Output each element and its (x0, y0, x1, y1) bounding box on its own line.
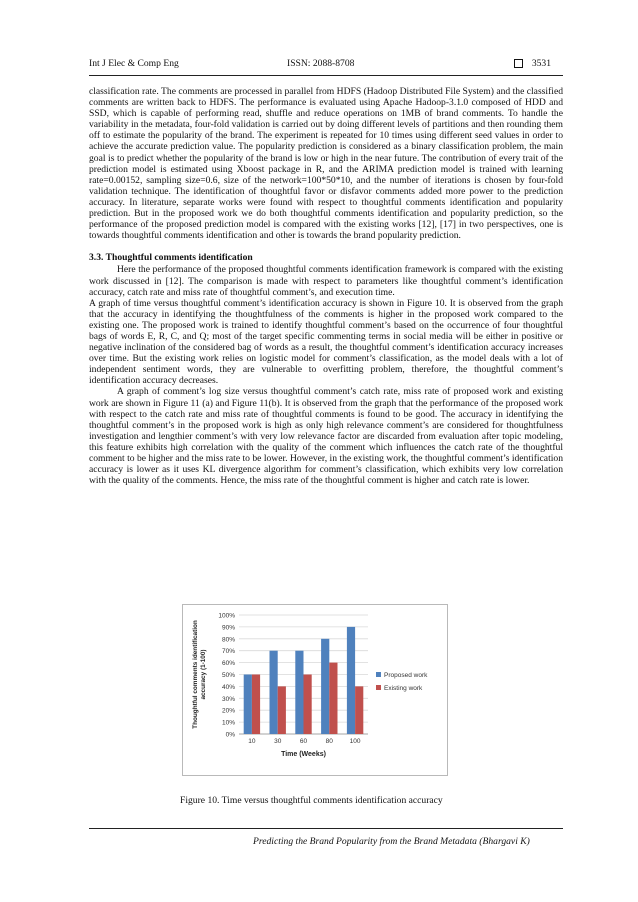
footer-rule (89, 828, 563, 829)
issn: ISSN: 2088-8708 (287, 58, 355, 69)
figure-10-chart (182, 604, 448, 776)
legend-swatch (376, 685, 381, 690)
paragraph-2: Here the performance of the proposed thoughtful comments identification framework is compared with the existing work discussed in [12]. The comparison is made with respect to parameters like thoughtful comment’s identification accuracy, catch rate and miss rate of thoughtful comment’s, and execution time. (89, 264, 563, 298)
y-axis-label: Thoughtful comments identificationaccuracy (1-100) (192, 620, 207, 729)
header-rule (89, 75, 563, 76)
x-tick-label: 10 (248, 738, 256, 745)
bar-existing-work (278, 686, 286, 734)
legend-label: Existing work (384, 685, 423, 692)
x-tick-label: 30 (274, 738, 282, 745)
page-header (89, 58, 551, 72)
paragraph-4: A graph of comment’s log size versus thoughtful comment’s catch rate, miss rate of proposed work and existing work are shown in Figure 11 (a) and Figure 11(b). It is observed from the graph that the performance of the proposed work with respect to the catch rate and miss rate of thoughtful comments is found to be good. The accuracy in identifying the thoughtful comment’s in the proposed work is high as only high relevance comment’s are considered for thoughtfulness investigation and lengthier comment’s with very low relevance factor are discarded from evaluation after topic modeling, this feature exhibits high correlation with the quality of the comment which influences the catch rate of the thoughtful comment to be higher and the miss rate to be lower. However, in the existing work, the thoughtful comment’s identification accuracy is lower as it uses KL divergence algorithm for comment’s classification, which exhibits very low correlation with the quality of the comments. Hence, the miss rate of the thoughtful comment is higher and catch rate is lower. (89, 386, 563, 487)
y-tick-label: 20% (221, 707, 235, 715)
journal-name: Int J Elec & Comp Eng (89, 58, 179, 69)
legend-label: Proposed work (384, 672, 428, 679)
y-tick-label: 50% (221, 672, 235, 679)
x-tick-label: 60 (299, 738, 308, 745)
y-tick-label: 30% (221, 695, 235, 703)
bar-proposed-work (295, 651, 303, 734)
body-text (89, 86, 563, 486)
y-tick-label: 100% (218, 612, 235, 620)
y-tick-label: 10% (221, 719, 235, 727)
section-title: 3.3. Thoughtful comments identification (89, 252, 253, 264)
bar-existing-work (304, 675, 312, 735)
bar-proposed-work (270, 651, 278, 734)
bar-proposed-work (321, 639, 329, 734)
checkbox-icon (514, 59, 523, 68)
bar-chart (183, 605, 447, 775)
y-tick-label: 90% (221, 624, 235, 632)
paragraph-1: classification rate. The comments are processed in parallel from HDFS (Hadoop Distributed File System) and the classified comments are written back to HDFS. The performance is evaluated using Apache Hadoop-3.1.0 composed of HDD and SSD, which is capable of performing read, shuffle and reduce operations on 1MB of brand comments. To handle the variability in the metadata, four-fold validation is carried out by doing different levels of partitions and then rounding them off to estimate the popularity of the brand. The experiment is repeated for 10 times using different seed values in order to achieve the accurate prediction value. The popularity prediction is considered as a binary classification problem, the main goal is to predict whether the popularity of the brand is low or high in the near future. The contribution of every trait of the prediction model is estimated using Xboost package in R, and the ARIMA prediction model is trained with learning rate=0.00152, sampling size=0.6, size of the network=100*50*10, and the number of iterations is chosen by four-fold validation technique. The identification of thoughtful favor or disfavor comments added more power to the prediction accuracy. In literature, separate works were found with respect to thoughtful comments identification and popularity prediction. But in the proposed work we do both thoughtful comments identification and popularity prediction, so the performance of the proposed prediction model is compared with the existing works [12], [17] in two perspectives, one is towards thoughtful comments identification and other is towards the brand popularity prediction. (89, 86, 563, 242)
legend-swatch (376, 672, 381, 677)
page-footer: Predicting the Brand Popularity from the Brand Metadata (Bhargavi K) (253, 836, 530, 847)
bar-existing-work (355, 686, 363, 734)
x-tick-label: 100 (349, 738, 361, 745)
paragraph-3: A graph of time versus thoughtful comment’s identification accuracy is shown in Figure 10. It is observed from the graph that the accuracy in identifying the thoughtfulness of the comments is higher in the proposed work compared to the existing one. The proposed work is trained to identify thoughtful comment’s based on the occurrence of four thoughtful bags of words E, R, C, and Q; most of the target specific commenting terms in social media will be either in positive or negative inclination of the considered bag of words as a result, the thoughtful comment’s identification accuracy increases over time. But the existing work relies on logistic model for comment’s classification, as the model deals with a lot of independent sentiment words, they are vulnerable to overfitting problem, therefore, the thoughtful comment’s identification accuracy decreases. (89, 297, 563, 387)
x-tick-label: 80 (325, 738, 333, 745)
y-tick-label: 80% (221, 636, 235, 644)
y-tick-label: 40% (221, 683, 235, 691)
bar-proposed-work (244, 675, 252, 735)
y-tick-label: 70% (221, 648, 235, 656)
bar-existing-work (329, 663, 337, 734)
y-tick-label: 60% (221, 660, 235, 668)
page-number: 3531 (531, 58, 551, 69)
y-tick-label: 0% (225, 731, 235, 739)
figure-caption: Figure 10. Time versus thoughtful comments identification accuracy (180, 795, 443, 806)
bar-existing-work (252, 675, 260, 735)
bar-proposed-work (347, 627, 355, 734)
x-axis-label: Time (Weeks) (281, 751, 326, 758)
